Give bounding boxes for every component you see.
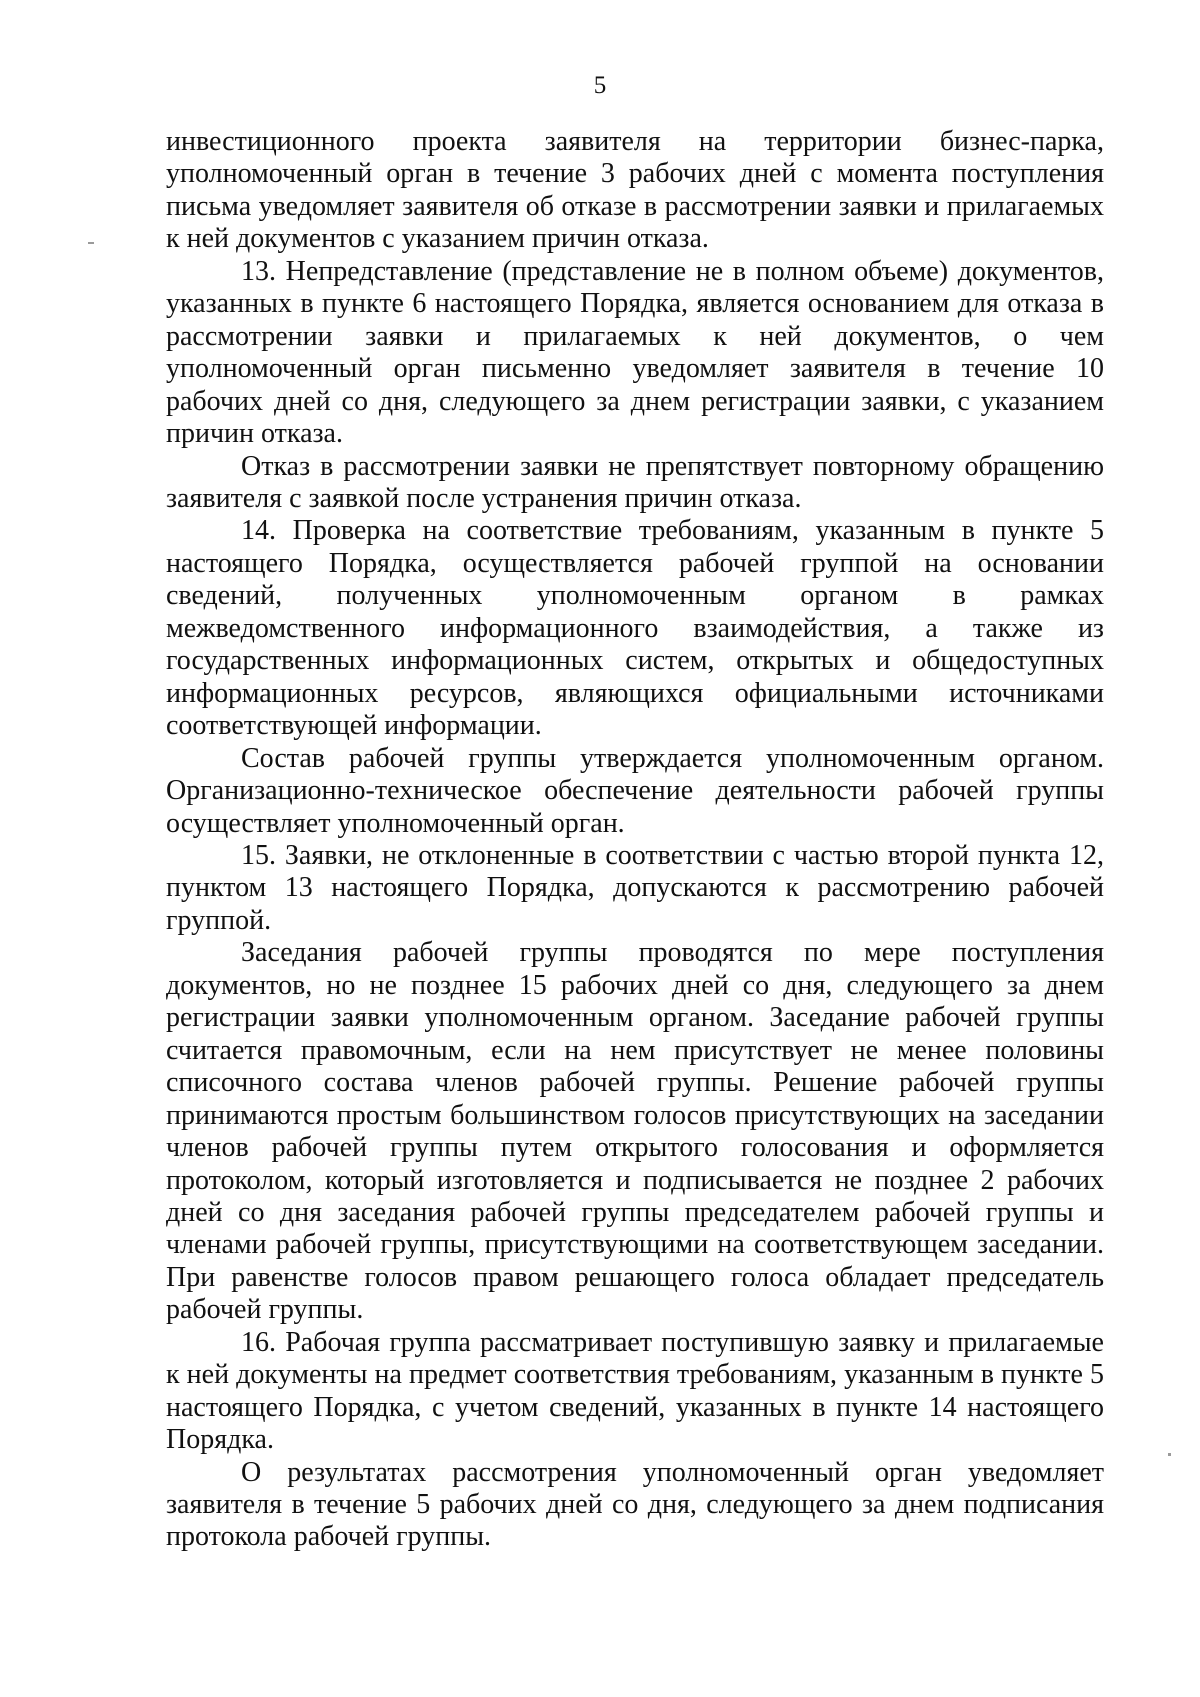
paragraph-item-16: 16. Рабочая группа рассматривает поступившую заявку и прилагаемые к ней документы на предмет соответствия требованиям, указанным в пункте 5 настоящего Порядка, с учетом сведений, указанных в пункте 14 настоящего Порядка.: [166, 1326, 1104, 1456]
paragraph: Отказ в рассмотрении заявки не препятствует повторному обращению заявителя с заявкой после устранения причин отказа.: [166, 450, 1104, 514]
scan-mark: [1168, 1453, 1171, 1456]
paragraph-item-14: 14. Проверка на соответствие требованиям, указанным в пункте 5 настоящего Порядка, осуществляется рабочей группой на основании сведений, полученных уполномоченным органом в рамках межведомственного информационного взаимодействия, а также из государственных информационных систем, открытых и общедоступных информационных ресурсов, являющихся официальными источниками соответствующей информации.: [166, 515, 1104, 742]
page-number: 5: [593, 72, 607, 99]
paragraph-item-15: 15. Заявки, не отклоненные в соответствии с частью второй пункта 12, пунктом 13 настоящего Порядка, допускаются к рассмотрению рабочей группой.: [166, 839, 1104, 936]
paragraph: Заседания рабочей группы проводятся по мере поступления документов, но не позднее 15 рабочих дней со дня, следующего за днем регистрации заявки уполномоченным органом. Заседание рабочей группы считается правомочным, если на нем присутствует не менее половины списочного состава членов рабочей группы. Решение рабочей группы принимаются простым большинством голосов присутствующих на заседании членов рабочей группы путем открытого голосования и оформляется протоколом, который изготовляется и подписывается не позднее 2 рабочих дней со дня заседания рабочей группы председателем рабочей группы и членами рабочей группы, присутствующими на соответствующем заседании. При равенстве голосов правом решающего голоса обладает председатель рабочей группы.: [166, 937, 1104, 1326]
paragraph: Состав рабочей группы утверждается уполномоченным органом. Организационно-техническое обеспечение деятельности рабочей группы осуществляет уполномоченный орган.: [166, 742, 1104, 839]
paragraph-item-13: 13. Непредставление (представление не в полном объеме) документов, указанных в пункте 6 настоящего Порядка, является основанием для отказа в рассмотрении заявки и прилагаемых к ней документов, о чем уполномоченный орган письменно уведомляет заявителя в течение 10 рабочих дней со дня, следующего за днем регистрации заявки, с указанием причин отказа.: [166, 255, 1104, 450]
document-body: [166, 126, 1104, 1554]
paragraph: инвестиционного проекта заявителя на территории бизнес-парка, уполномоченный орган в течение 3 рабочих дней с момента поступления письма уведомляет заявителя об отказе в рассмотрении заявки и прилагаемых к ней документов с указанием причин отказа.: [166, 126, 1104, 255]
paragraph: О результатах рассмотрения уполномоченный орган уведомляет заявителя в течение 5 рабочих дней со дня, следующего за днем подписания протокола рабочей группы.: [166, 1456, 1104, 1553]
scan-mark: [88, 242, 94, 244]
